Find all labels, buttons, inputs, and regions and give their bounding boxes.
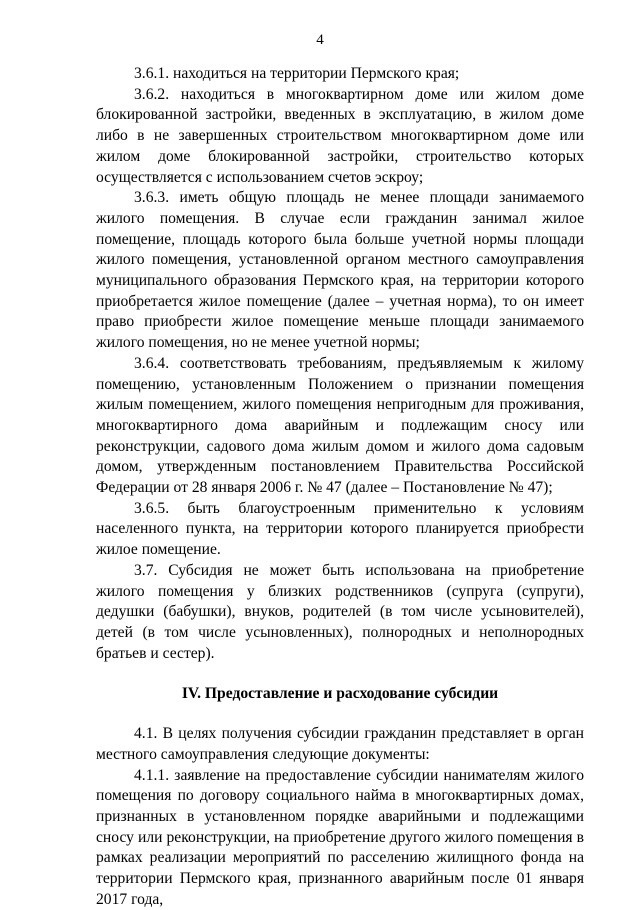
- paragraph-3-6-1: 3.6.1. находиться на территории Пермского края;: [96, 64, 584, 85]
- paragraph-3-7: 3.7. Субсидия не может быть использована на приобретение жилого помещения у близких родственников (супруга (супруги), дедушки (бабушки), внуков, родителей (в том числе усыновителей), детей (в том числе усыновленных), полнородных и неполнородных братьев и сестер).: [96, 561, 584, 665]
- paragraph-4-1: 4.1. В целях получения субсидии гражданин представляет в орган местного самоуправления следующие документы:: [96, 724, 584, 765]
- document-body: [96, 64, 584, 910]
- paragraph-3-6-3: 3.6.3. иметь общую площадь не менее площади занимаемого жилого помещения. В случае если гражданин занимал жилое помещение, площадь которого была больше учетной нормы площади жилого помещения, установленной органом местного самоуправления муниципального образования Пермского края, на территории которого приобретается жилое помещение (далее – учетная норма), то он имеет право приобрести жилое помещение меньше площади занимаемого жилого помещения, но не менее учетной нормы;: [96, 188, 584, 354]
- paragraph-3-6-2: 3.6.2. находиться в многоквартирном доме или жилом доме блокированной застройки, введенных в эксплуатацию, в жилом доме либо в не завершенных строительством многоквартирном доме или жилом доме блокированной застройки, строительство которых осуществляется с использованием счетов эскроу;: [96, 85, 584, 189]
- paragraph-3-6-4: 3.6.4. соответствовать требованиям, предъявляемым к жилому помещению, установленным Положением о признании помещения жилым помещением, жилого помещения непригодным для проживания, многоквартирного дома аварийным и подлежащим сносу или реконструкции, садового дома жилым домом и жилого дома садовым домом, утвержденным постановлением Правительства Российской Федерации от 28 января 2006 г. № 47 (далее – Постановление № 47);: [96, 354, 584, 499]
- page-number: 4: [0, 30, 640, 50]
- section-heading: IV. Предоставление и расходование субсидии: [96, 684, 584, 705]
- paragraph-4-1-1: 4.1.1. заявление на предоставление субсидии нанимателям жилого помещения по договору социального найма в многоквартирных домах, признанных в установленном порядке аварийными и подлежащими сносу или реконструкции, на приобретение другого жилого помещения в рамках реализации мероприятий по расселению жилищного фонда на территории Пермского края, признанного аварийным после 01 января 2017 года,: [96, 766, 584, 910]
- paragraph-3-6-5: 3.6.5. быть благоустроенным применительно к условиям населенного пункта, на территории которого планируется приобрести жилое помещение.: [96, 499, 584, 561]
